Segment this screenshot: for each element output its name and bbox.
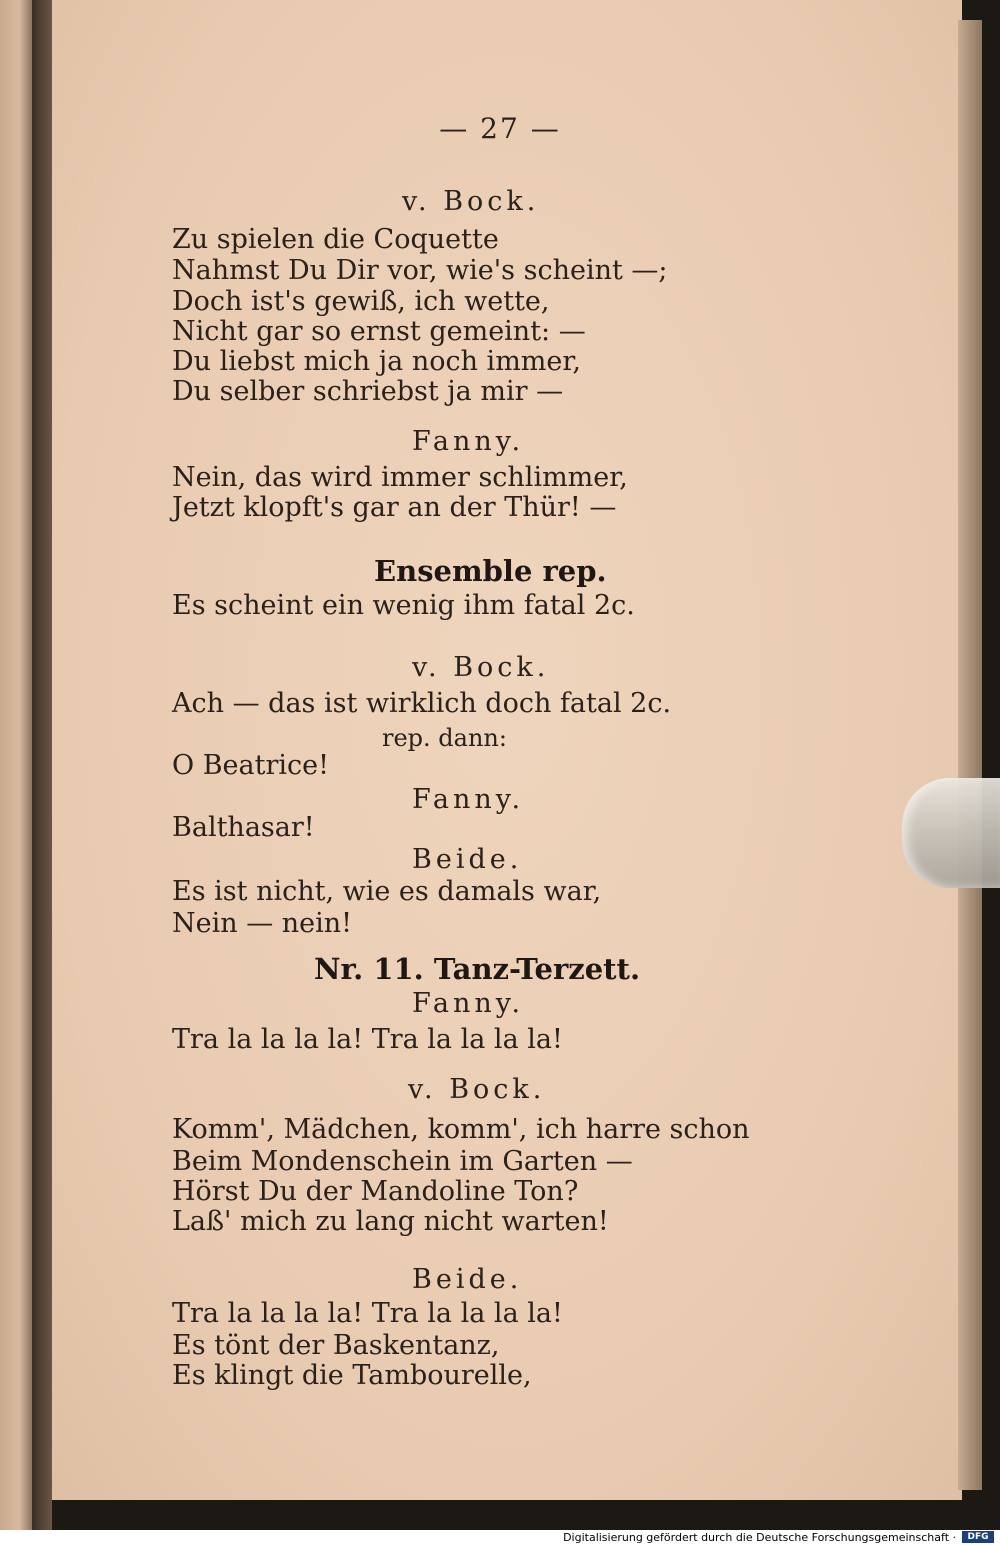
verse-line: Jetzt klopft's gar an der Thür! — [172,492,617,523]
verse-line: Tra la la la la! Tra la la la la! [172,1024,563,1055]
stage-direction: rep. dann: [382,724,507,752]
speaker-label: Beide. [412,844,523,875]
dfg-logo: DFG [962,1531,994,1543]
section-heading: Ensemble rep. [374,554,607,588]
verse-line: Es klingt die Tambourelle, [172,1360,532,1391]
verse-line: Laß' mich zu lang nicht warten! [172,1206,609,1237]
verse-line: Du liebst mich ja noch immer, [172,346,581,377]
verse-line: Zu spielen die Coquette [172,224,499,255]
speaker-label: v. Bock. [412,652,550,683]
speaker-label: Fanny. [412,784,525,815]
verse-line: Nicht gar so ernst gemeint: — [172,316,586,347]
verse-line: O Beatrice! [172,750,329,781]
page-holder-clip [902,778,1000,888]
verse-line: Nein, das wird immer schlimmer, [172,462,628,493]
verse-line: Beim Mondenschein im Garten — [172,1146,633,1177]
verse-line: Tra la la la la! Tra la la la la! [172,1298,563,1329]
funding-credit: Digitalisierung gefördert durch die Deutsche Forschungsgemeinschaft · [563,1531,956,1544]
page-stack-edge [958,20,982,1490]
verse-line: Nahmst Du Dir vor, wie's scheint —; [172,255,668,286]
verse-line: Es scheint ein wenig ihm fatal 2c. [172,590,635,621]
verse-line: Es tönt der Baskentanz, [172,1330,500,1361]
verse-line: Hörst Du der Mandoline Ton? [172,1176,579,1207]
verse-line: Balthasar! [172,812,315,843]
verse-line: Es ist nicht, wie es damals war, [172,876,602,907]
speaker-label: Fanny. [412,426,525,457]
book-gutter [32,0,52,1530]
speaker-label: v. Bock. [402,186,540,217]
verse-line: Doch ist's gewiß, ich wette, [172,286,550,317]
page-number: — 27 — [439,112,561,145]
verse-line: Nein — nein! [172,908,353,939]
verse-line: Du selber schriebst ja mir — [172,376,564,407]
speaker-label: Fanny. [412,988,525,1019]
verse-line: Komm', Mädchen, komm', ich harre schon [172,1114,750,1145]
speaker-label: v. Bock. [408,1074,546,1105]
previous-page-edge [0,0,32,1530]
speaker-label: Beide. [412,1264,523,1295]
verse-line: Ach — das ist wirklich doch fatal 2c. [172,688,672,719]
section-heading: Nr. 11. Tanz-Terzett. [314,952,641,986]
